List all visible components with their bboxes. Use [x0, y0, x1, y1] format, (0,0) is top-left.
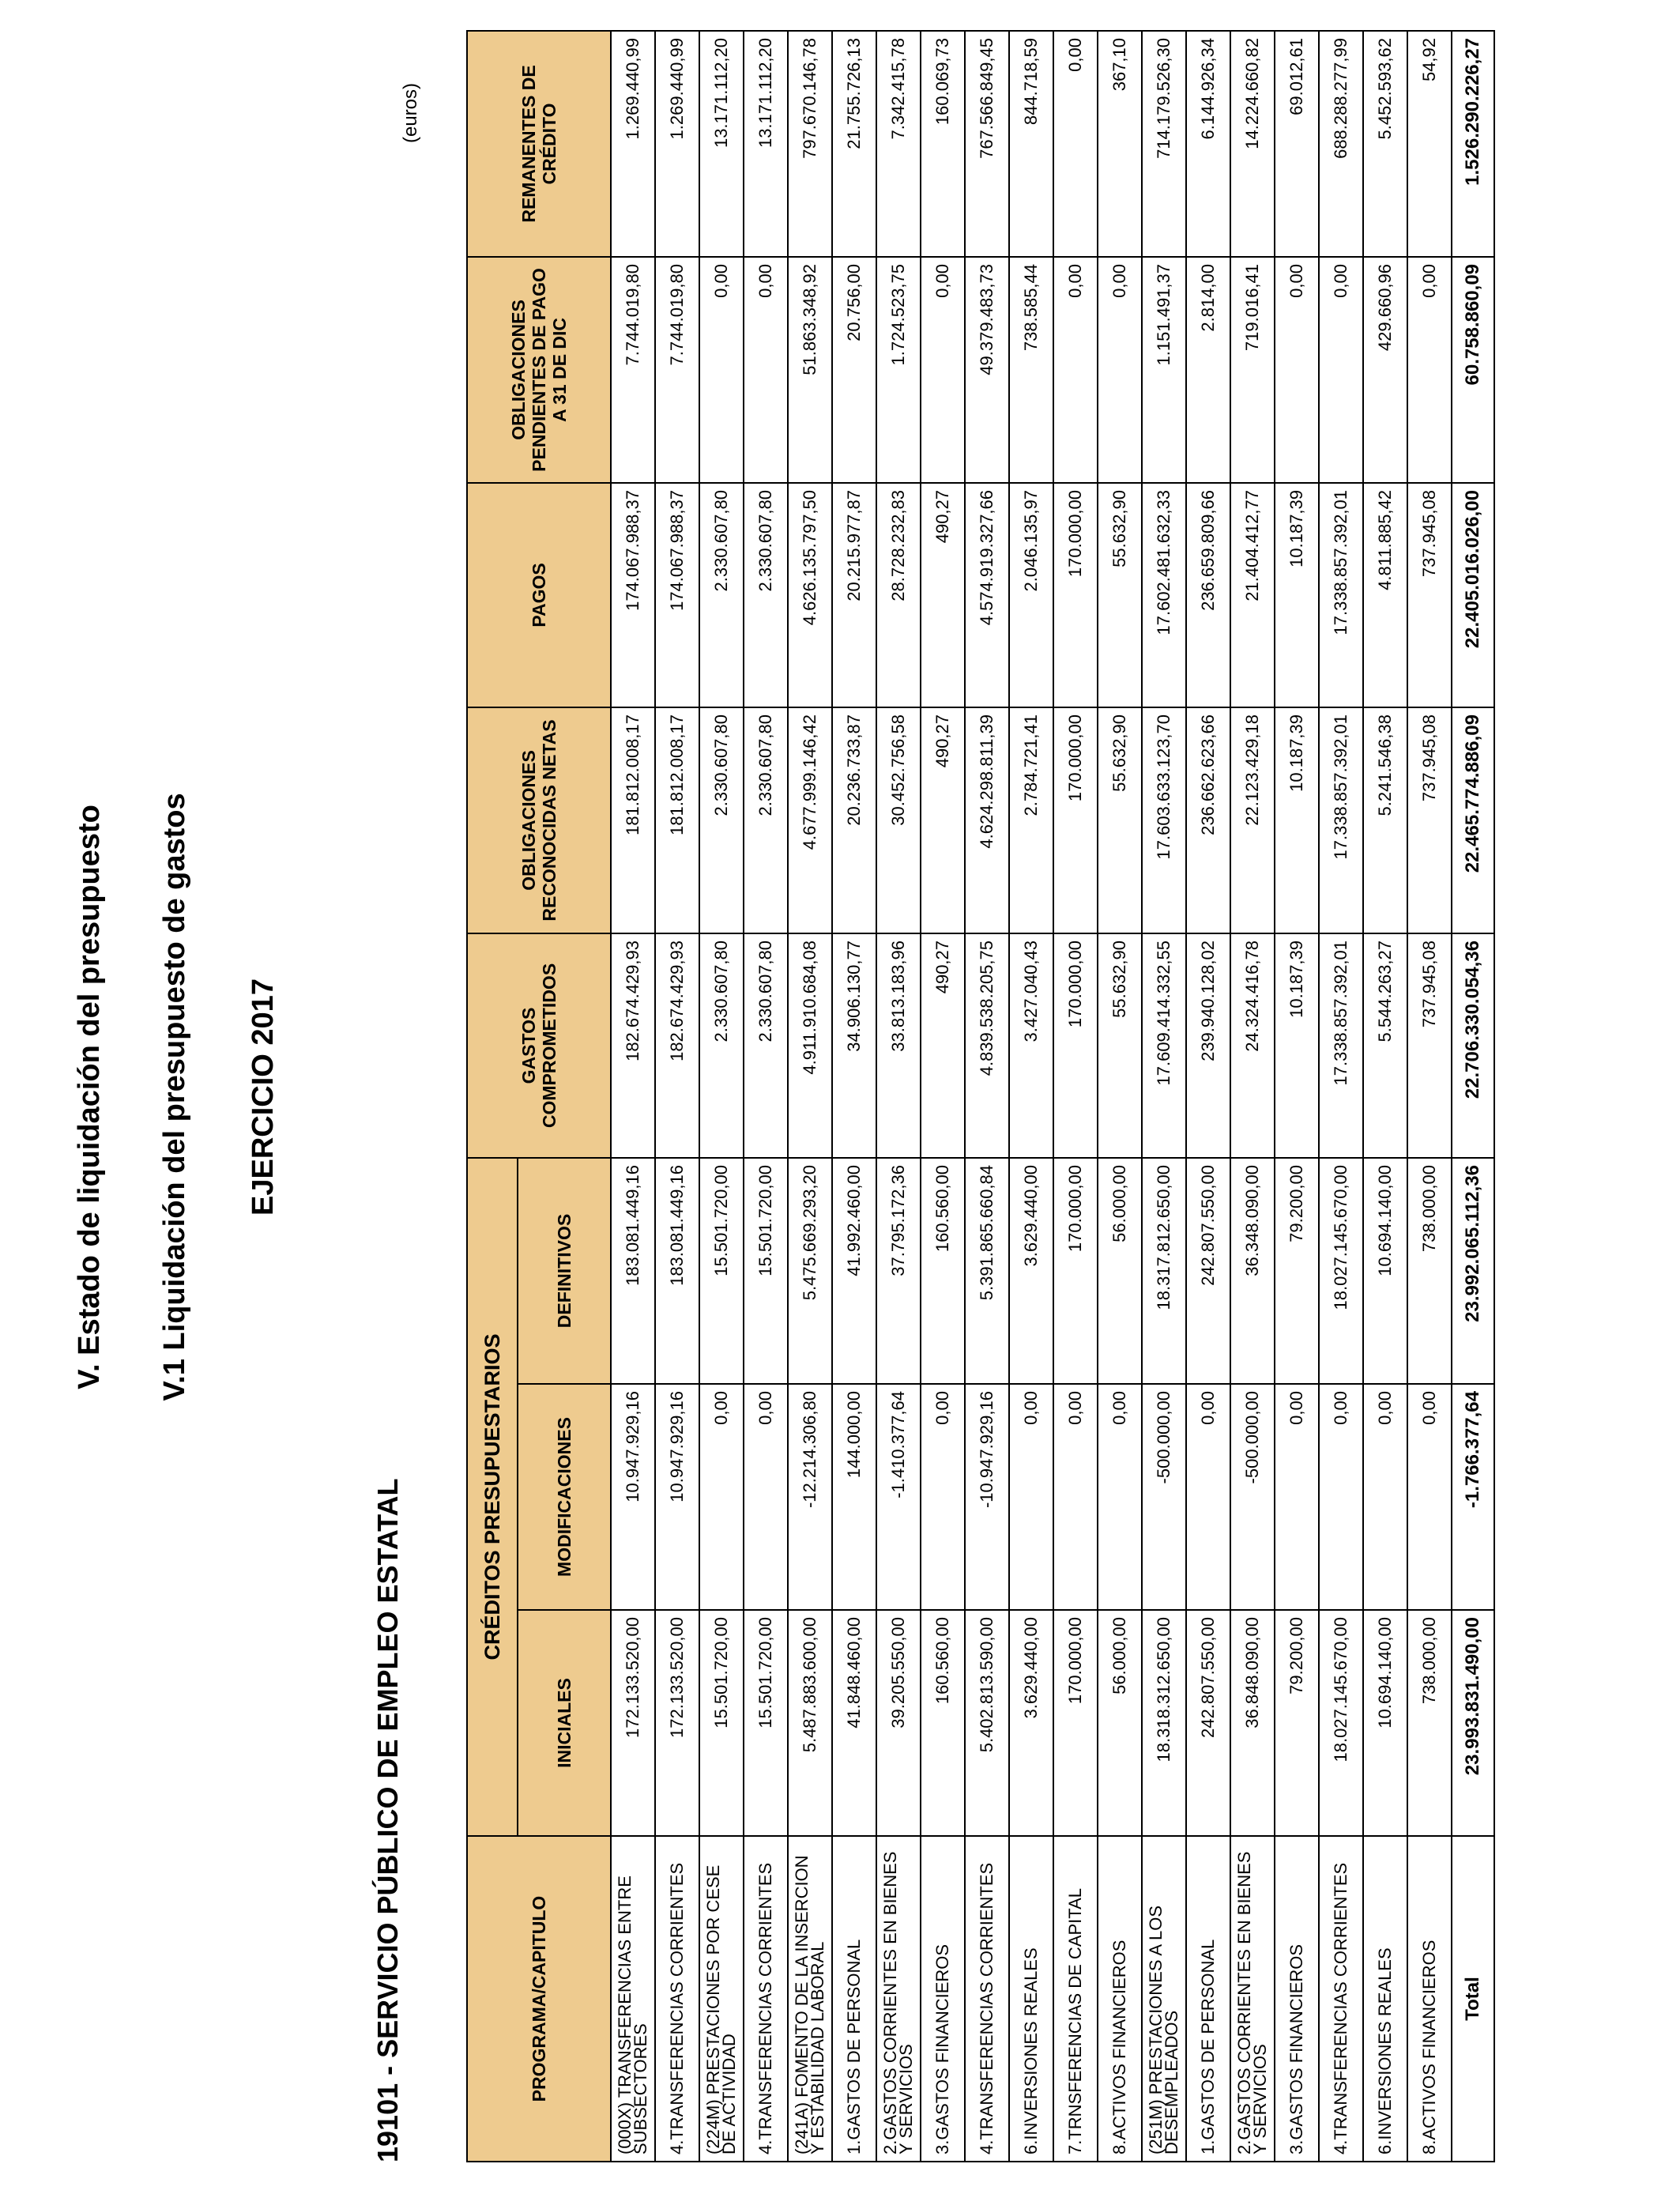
cell-pagos: 4.626.135.797,50 — [788, 483, 832, 707]
cell-pagos: 4.811.885,42 — [1363, 483, 1407, 707]
budget-table — [466, 30, 1495, 2162]
exercise-heading: EJERCICIO 2017 — [247, 978, 280, 1216]
table-row — [1186, 31, 1230, 2162]
cell-definitivos: 79.200,00 — [1275, 1158, 1319, 1384]
cell-pagos: 55.632,90 — [1098, 483, 1142, 707]
cell-definitivos: 160.560,00 — [921, 1158, 965, 1384]
cell-remanentes: 6.144.926,34 — [1186, 31, 1230, 257]
cell-obligaciones: 17.338.857.392,01 — [1319, 707, 1363, 933]
cell-iniciales: 5.487.883.600,00 — [788, 1610, 832, 1836]
cell-obligaciones: 22.123.429,18 — [1230, 707, 1275, 933]
table-row — [1142, 31, 1186, 2162]
row-label: 7.TRNSFERENCIAS DE CAPITAL — [1053, 1836, 1098, 2162]
cell-obligaciones: 5.241.546,38 — [1363, 707, 1407, 933]
cell-iniciales: 160.560,00 — [921, 1610, 965, 1836]
cell-remanentes: 688.288.277,99 — [1319, 31, 1363, 257]
cell-pendientes: 0,00 — [744, 257, 788, 483]
cell-remanentes: 367,10 — [1098, 31, 1142, 257]
cell-iniciales: 15.501.720,00 — [699, 1610, 744, 1836]
cell-obligaciones: 490,27 — [921, 707, 965, 933]
cell-definitivos: 183.081.449,16 — [611, 1158, 655, 1384]
cell-pendientes: 738.585,44 — [1009, 257, 1053, 483]
table-row — [1098, 31, 1142, 2162]
cell-gastos: 33.813.183,96 — [876, 933, 921, 1158]
cell-iniciales: 172.133.520,00 — [655, 1610, 699, 1836]
cell-iniciales: 172.133.520,00 — [611, 1610, 655, 1836]
cell-obligaciones: 20.236.733,87 — [832, 707, 876, 933]
cell-pendientes: 0,00 — [1098, 257, 1142, 483]
cell-definitivos: 738.000,00 — [1407, 1158, 1452, 1384]
cell-iniciales: 41.848.460,00 — [832, 1610, 876, 1836]
cell-obligaciones: 17.603.633.123,70 — [1142, 707, 1186, 933]
cell-remanentes: 0,00 — [1053, 31, 1098, 257]
cell-pagos: 17.338.857.392,01 — [1319, 483, 1363, 707]
total-row — [1452, 31, 1494, 2162]
entity-title: 19101 - SERVICIO PÚBLICO DE EMPLEO ESTATAL — [371, 1478, 404, 2162]
row-label: 8.ACTIVOS FINANCIEROS — [1098, 1836, 1142, 2162]
cell-remanentes: 69.012,61 — [1275, 31, 1319, 257]
cell-obligaciones: 2.784.721,41 — [1009, 707, 1053, 933]
units-label: (euros) — [400, 82, 421, 143]
table-row — [655, 31, 699, 2162]
cell-modificaciones: 0,00 — [1407, 1384, 1452, 1610]
row-label: 4.TRANSFERENCIAS CORRIENTES — [655, 1836, 699, 2162]
cell-pagos: 236.659.809,66 — [1186, 483, 1230, 707]
table-row — [965, 31, 1009, 2162]
cell-pendientes: 0,00 — [699, 257, 744, 483]
cell-remanentes: 21.755.726,13 — [832, 31, 876, 257]
total-definitivos: 23.992.065.112,36 — [1452, 1158, 1494, 1384]
cell-pendientes: 719.016,41 — [1230, 257, 1275, 483]
row-label: (224M) PRESTACIONES POR CESE DE ACTIVIDAD — [699, 1836, 744, 2162]
cell-iniciales: 18.027.145.670,00 — [1319, 1610, 1363, 1836]
total-pagos: 22.405.016.026,00 — [1452, 483, 1494, 707]
cell-obligaciones: 10.187,39 — [1275, 707, 1319, 933]
row-label: 2.GASTOS CORRIENTES EN BIENES Y SERVICIOS — [876, 1836, 921, 2162]
cell-gastos: 182.674.429,93 — [611, 933, 655, 1158]
cell-definitivos: 5.391.865.660,84 — [965, 1158, 1009, 1384]
cell-pendientes: 0,00 — [1275, 257, 1319, 483]
cell-obligaciones: 737.945,08 — [1407, 707, 1452, 933]
cell-modificaciones: 0,00 — [1319, 1384, 1363, 1610]
cell-obligaciones: 4.624.298.811,39 — [965, 707, 1009, 933]
cell-definitivos: 15.501.720,00 — [699, 1158, 744, 1384]
total-obligaciones: 22.465.774.886,09 — [1452, 707, 1494, 933]
cell-definitivos: 183.081.449,16 — [655, 1158, 699, 1384]
cell-iniciales: 36.848.090,00 — [1230, 1610, 1275, 1836]
table-row — [832, 31, 876, 2162]
cell-modificaciones: -12.214.306,80 — [788, 1384, 832, 1610]
cell-definitivos: 18.027.145.670,00 — [1319, 1158, 1363, 1384]
cell-iniciales: 39.205.550,00 — [876, 1610, 921, 1836]
cell-iniciales: 5.402.813.590,00 — [965, 1610, 1009, 1836]
cell-pendientes: 7.744.019,80 — [655, 257, 699, 483]
cell-pagos: 4.574.919.327,66 — [965, 483, 1009, 707]
total-label: Total — [1452, 1836, 1494, 2162]
cell-modificaciones: -1.410.377,64 — [876, 1384, 921, 1610]
cell-gastos: 24.324.416,78 — [1230, 933, 1275, 1158]
table-row — [611, 31, 655, 2162]
table-row — [788, 31, 832, 2162]
row-label: (241A) FOMENTO DE LA INSERCION Y ESTABILIDAD LABORAL — [788, 1836, 832, 2162]
cell-pagos: 2.330.607,80 — [744, 483, 788, 707]
row-label: 3.GASTOS FINANCIEROS — [1275, 1836, 1319, 2162]
table-row — [876, 31, 921, 2162]
cell-definitivos: 5.475.669.293,20 — [788, 1158, 832, 1384]
cell-gastos: 55.632,90 — [1098, 933, 1142, 1158]
cell-pagos: 490,27 — [921, 483, 965, 707]
cell-iniciales: 170.000,00 — [1053, 1610, 1098, 1836]
cell-definitivos: 242.807.550,00 — [1186, 1158, 1230, 1384]
cell-pendientes: 429.660,96 — [1363, 257, 1407, 483]
table-row — [1009, 31, 1053, 2162]
cell-pagos: 174.067.988,37 — [611, 483, 655, 707]
cell-modificaciones: 0,00 — [1363, 1384, 1407, 1610]
cell-modificaciones: 0,00 — [1098, 1384, 1142, 1610]
cell-remanentes: 160.069,73 — [921, 31, 965, 257]
cell-obligaciones: 236.662.623,66 — [1186, 707, 1230, 933]
cell-modificaciones: 0,00 — [699, 1384, 744, 1610]
cell-modificaciones: -10.947.929,16 — [965, 1384, 1009, 1610]
cell-obligaciones: 181.812.008,17 — [655, 707, 699, 933]
cell-pagos: 28.728.232,83 — [876, 483, 921, 707]
table-row — [1407, 31, 1452, 2162]
cell-pendientes: 0,00 — [1319, 257, 1363, 483]
cell-gastos: 2.330.607,80 — [699, 933, 744, 1158]
cell-definitivos: 3.629.440,00 — [1009, 1158, 1053, 1384]
row-label: 1.GASTOS DE PERSONAL — [832, 1836, 876, 2162]
cell-pagos: 737.945,08 — [1407, 483, 1452, 707]
row-label: (251M) PRESTACIONES A LOS DESEMPLEADOS — [1142, 1836, 1186, 2162]
total-gastos: 22.706.330.054,36 — [1452, 933, 1494, 1158]
cell-pagos: 174.067.988,37 — [655, 483, 699, 707]
cell-remanentes: 767.566.849,45 — [965, 31, 1009, 257]
cell-pagos: 20.215.977,87 — [832, 483, 876, 707]
table-row — [1053, 31, 1098, 2162]
cell-gastos: 34.906.130,77 — [832, 933, 876, 1158]
col-header-iniciales: INICIALES — [518, 1610, 611, 1836]
row-label: 6.INVERSIONES REALES — [1363, 1836, 1407, 2162]
cell-remanentes: 5.452.593,62 — [1363, 31, 1407, 257]
cell-iniciales: 79.200,00 — [1275, 1610, 1319, 1836]
cell-definitivos: 36.348.090,00 — [1230, 1158, 1275, 1384]
col-header-obligaciones: OBLIGACIONES RECONOCIDAS NETAS — [467, 707, 611, 933]
cell-remanentes: 797.670.146,78 — [788, 31, 832, 257]
cell-modificaciones: -500.000,00 — [1230, 1384, 1275, 1610]
cell-definitivos: 56.000,00 — [1098, 1158, 1142, 1384]
cell-obligaciones: 170.000,00 — [1053, 707, 1098, 933]
col-header-remanentes: REMANENTES DE CRÉDITO — [467, 31, 611, 257]
cell-remanentes: 13.171.112,20 — [699, 31, 744, 257]
cell-pendientes: 0,00 — [921, 257, 965, 483]
cell-iniciales: 738.000,00 — [1407, 1610, 1452, 1836]
cell-remanentes: 1.269.440,99 — [655, 31, 699, 257]
cell-modificaciones: 0,00 — [744, 1384, 788, 1610]
cell-obligaciones: 55.632,90 — [1098, 707, 1142, 933]
cell-pendientes: 2.814,00 — [1186, 257, 1230, 483]
cell-obligaciones: 2.330.607,80 — [744, 707, 788, 933]
cell-pendientes: 20.756,00 — [832, 257, 876, 483]
cell-gastos: 5.544.263,27 — [1363, 933, 1407, 1158]
subsection-heading: V.1 Liquidación del presupuesto de gastos — [158, 793, 191, 1401]
cell-definitivos: 10.694.140,00 — [1363, 1158, 1407, 1384]
cell-pendientes: 0,00 — [1407, 257, 1452, 483]
cell-remanentes: 14.224.660,82 — [1230, 31, 1275, 257]
total-pendientes: 60.758.860,09 — [1452, 257, 1494, 483]
table-row — [1363, 31, 1407, 2162]
cell-obligaciones: 4.677.999.146,42 — [788, 707, 832, 933]
cell-iniciales: 56.000,00 — [1098, 1610, 1142, 1836]
cell-definitivos: 41.992.460,00 — [832, 1158, 876, 1384]
row-label: 8.ACTIVOS FINANCIEROS — [1407, 1836, 1452, 2162]
cell-pendientes: 0,00 — [1053, 257, 1098, 483]
cell-gastos: 239.940.128,02 — [1186, 933, 1230, 1158]
row-label: (000X) TRANSFERENCIAS ENTRE SUBSECTORES — [611, 1836, 655, 2162]
row-label: 4.TRANSFERENCIAS CORRIENTES — [965, 1836, 1009, 2162]
cell-modificaciones: 144.000,00 — [832, 1384, 876, 1610]
cell-gastos: 170.000,00 — [1053, 933, 1098, 1158]
cell-definitivos: 170.000,00 — [1053, 1158, 1098, 1384]
cell-pagos: 17.602.481.632,33 — [1142, 483, 1186, 707]
table-row — [1230, 31, 1275, 2162]
row-label: 3.GASTOS FINANCIEROS — [921, 1836, 965, 2162]
cell-iniciales: 3.629.440,00 — [1009, 1610, 1053, 1836]
cell-pendientes: 1.151.491,37 — [1142, 257, 1186, 483]
col-header-modificaciones: MODIFICACIONES — [518, 1384, 611, 1610]
cell-pagos: 21.404.412,77 — [1230, 483, 1275, 707]
row-label: 1.GASTOS DE PERSONAL — [1186, 1836, 1230, 2162]
cell-pendientes: 51.863.348,92 — [788, 257, 832, 483]
cell-remanentes: 1.269.440,99 — [611, 31, 655, 257]
cell-modificaciones: 10.947.929,16 — [611, 1384, 655, 1610]
total-iniciales: 23.993.831.490,00 — [1452, 1610, 1494, 1836]
col-header-gastos: GASTOS COMPROMETIDOS — [467, 933, 611, 1158]
cell-gastos: 737.945,08 — [1407, 933, 1452, 1158]
table-row — [699, 31, 744, 2162]
cell-definitivos: 18.317.812.650,00 — [1142, 1158, 1186, 1384]
cell-gastos: 4.839.538.205,75 — [965, 933, 1009, 1158]
table-row — [921, 31, 965, 2162]
table-row — [1275, 31, 1319, 2162]
cell-iniciales: 18.318.312.650,00 — [1142, 1610, 1186, 1836]
row-label: 2.GASTOS CORRIENTES EN BIENES Y SERVICIOS — [1230, 1836, 1275, 2162]
table-row — [1319, 31, 1363, 2162]
col-header-definitivos: DEFINITIVOS — [518, 1158, 611, 1384]
cell-remanentes: 714.179.526,30 — [1142, 31, 1186, 257]
cell-gastos: 17.609.414.332,55 — [1142, 933, 1186, 1158]
cell-pagos: 2.330.607,80 — [699, 483, 744, 707]
cell-remanentes: 13.171.112,20 — [744, 31, 788, 257]
row-label: 4.TRANSFERENCIAS CORRIENTES — [1319, 1836, 1363, 2162]
cell-iniciales: 10.694.140,00 — [1363, 1610, 1407, 1836]
cell-gastos: 182.674.429,93 — [655, 933, 699, 1158]
cell-pagos: 2.046.135,97 — [1009, 483, 1053, 707]
cell-modificaciones: 0,00 — [1186, 1384, 1230, 1610]
col-header-programa: PROGRAMA/CAPITULO — [467, 1836, 611, 2162]
cell-pendientes: 1.724.523,75 — [876, 257, 921, 483]
cell-iniciales: 242.807.550,00 — [1186, 1610, 1230, 1836]
cell-remanentes: 844.718,59 — [1009, 31, 1053, 257]
cell-gastos: 490,27 — [921, 933, 965, 1158]
cell-modificaciones: 0,00 — [921, 1384, 965, 1610]
cell-obligaciones: 2.330.607,80 — [699, 707, 744, 933]
col-header-pendientes: OBLIGACIONES PENDIENTES DE PAGO A 31 DE DIC — [467, 257, 611, 483]
cell-modificaciones: -500.000,00 — [1142, 1384, 1186, 1610]
cell-definitivos: 37.795.172,36 — [876, 1158, 921, 1384]
cell-remanentes: 54,92 — [1407, 31, 1452, 257]
cell-pendientes: 7.744.019,80 — [611, 257, 655, 483]
total-remanentes: 1.526.290.226,27 — [1452, 31, 1494, 257]
cell-iniciales: 15.501.720,00 — [744, 1610, 788, 1836]
cell-modificaciones: 0,00 — [1009, 1384, 1053, 1610]
cell-gastos: 2.330.607,80 — [744, 933, 788, 1158]
cell-pagos: 10.187,39 — [1275, 483, 1319, 707]
cell-gastos: 17.338.857.392,01 — [1319, 933, 1363, 1158]
cell-obligaciones: 30.452.756,58 — [876, 707, 921, 933]
cell-modificaciones: 0,00 — [1275, 1384, 1319, 1610]
cell-remanentes: 7.342.415,78 — [876, 31, 921, 257]
cell-obligaciones: 181.812.008,17 — [611, 707, 655, 933]
cell-modificaciones: 0,00 — [1053, 1384, 1098, 1610]
cell-gastos: 3.427.040,43 — [1009, 933, 1053, 1158]
total-modificaciones: -1.766.377,64 — [1452, 1384, 1494, 1610]
table-row — [744, 31, 788, 2162]
cell-pendientes: 49.379.483,73 — [965, 257, 1009, 483]
cell-modificaciones: 10.947.929,16 — [655, 1384, 699, 1610]
col-header-pagos: PAGOS — [467, 483, 611, 707]
row-label: 4.TRANSFERENCIAS CORRIENTES — [744, 1836, 788, 2162]
cell-gastos: 4.911.910.684,08 — [788, 933, 832, 1158]
group-header-creditos: CRÉDITOS PRESUPUESTARIOS — [467, 1158, 518, 1836]
cell-definitivos: 15.501.720,00 — [744, 1158, 788, 1384]
cell-gastos: 10.187,39 — [1275, 933, 1319, 1158]
cell-pagos: 170.000,00 — [1053, 483, 1098, 707]
section-heading: V. Estado de liquidación del presupuesto — [73, 805, 106, 1389]
row-label: 6.INVERSIONES REALES — [1009, 1836, 1053, 2162]
